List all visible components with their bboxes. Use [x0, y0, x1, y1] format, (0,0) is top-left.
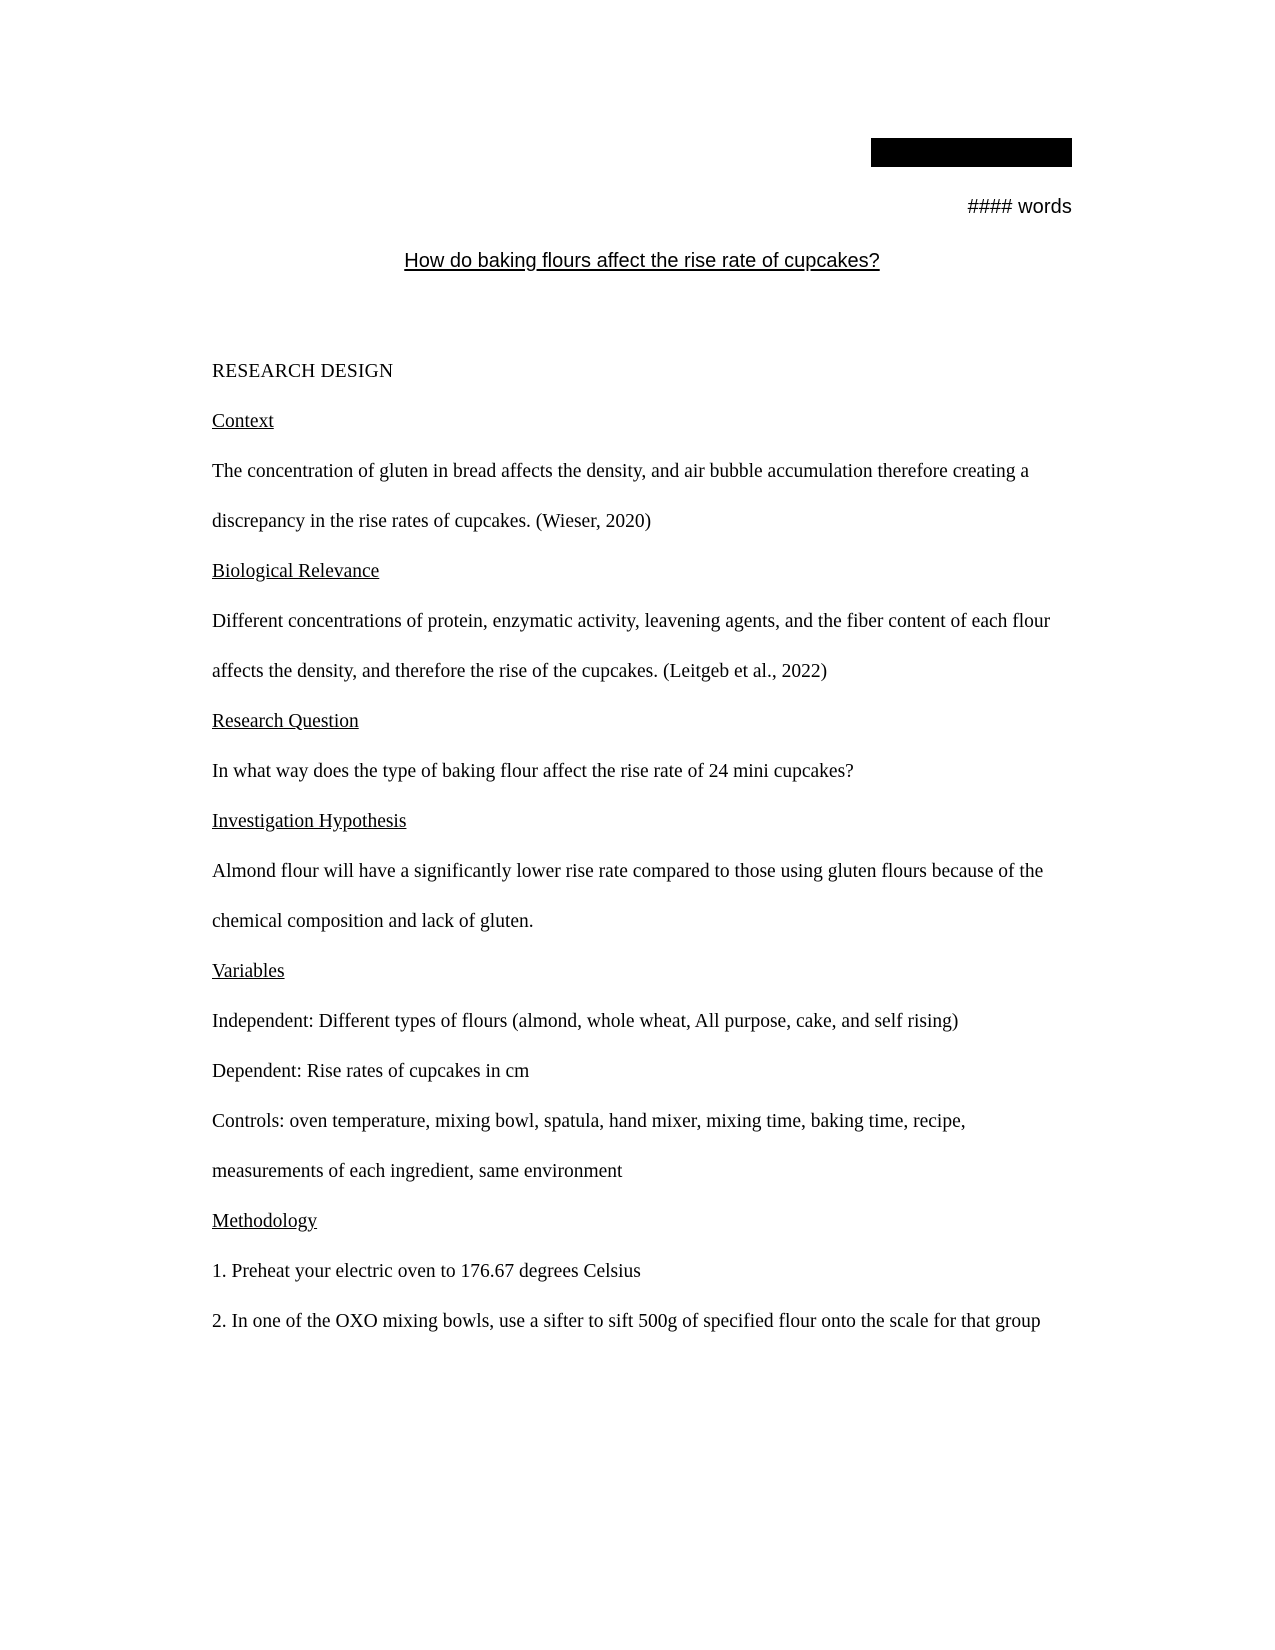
section-heading-text: Research Question	[212, 711, 359, 732]
redaction-bar	[871, 138, 1072, 167]
body-paragraph: 2. In one of the OXO mixing bowls, use a sifter to sift 500g of specified flour onto the scale for that group	[212, 1311, 1041, 1332]
section-heading	[212, 947, 1074, 997]
section-heading	[212, 1197, 1074, 1247]
body-paragraph: Different concentrations of protein, enzymatic activity, leavening agents, and the fiber content of each flour affects the density, and therefore the rise of the cupcakes. (Leitgeb et al., 2022)	[212, 611, 1051, 682]
page-title	[212, 248, 1072, 274]
section-title-research-design: RESEARCH DESIGN	[212, 361, 394, 382]
section-heading-text: Methodology	[212, 1211, 318, 1232]
section-heading-text: Context	[212, 411, 274, 432]
content-blocks	[212, 397, 1074, 1347]
body-paragraph: In what way does the type of baking flour affect the rise rate of 24 mini cupcakes?	[212, 761, 854, 782]
section-heading	[212, 697, 1074, 747]
document-body	[212, 347, 1074, 1347]
section-heading-text: Biological Relevance	[212, 561, 380, 582]
section-heading-text: Variables	[212, 961, 285, 982]
section-heading	[212, 397, 1074, 447]
body-paragraph: Controls: oven temperature, mixing bowl, spatula, hand mixer, mixing time, baking time, recipe, measurements of each ingredient, same environment	[212, 1111, 966, 1182]
section-heading	[212, 547, 1074, 597]
section-heading	[212, 797, 1074, 847]
body-paragraph: Almond flour will have a significantly lower rise rate compared to those using gluten flours because of the chemical composition and lack of gluten.	[212, 861, 1044, 932]
section-heading-text: Investigation Hypothesis	[212, 811, 407, 832]
page-title-text: How do baking flours affect the rise rate of cupcakes?	[404, 250, 880, 272]
word-count-label: #### words	[967, 196, 1072, 218]
body-paragraph: 1. Preheat your electric oven to 176.67 degrees Celsius	[212, 1261, 641, 1282]
body-paragraph: Dependent: Rise rates of cupcakes in cm	[212, 1061, 530, 1082]
body-paragraph: Independent: Different types of flours (almond, whole wheat, All purpose, cake, and self rising)	[212, 1011, 959, 1032]
body-paragraph: The concentration of gluten in bread affects the density, and air bubble accumulation therefore creating a discrepancy in the rise rates of cupcakes. (Wieser, 2020)	[212, 461, 1030, 532]
